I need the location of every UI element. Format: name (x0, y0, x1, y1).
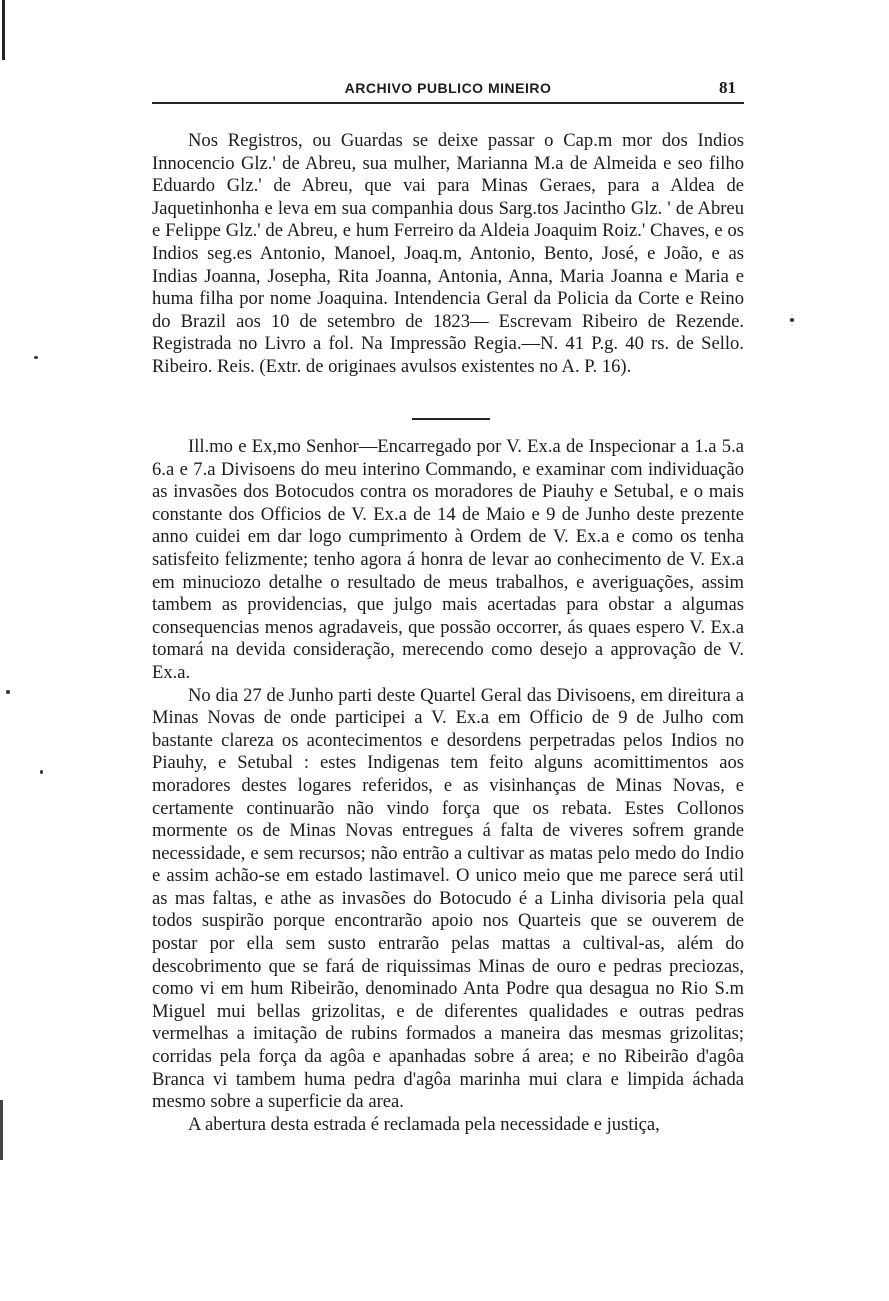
print-speck (34, 356, 38, 359)
page-number: 81 (719, 78, 736, 97)
section-divider (412, 418, 490, 420)
print-speck (40, 770, 43, 774)
registry-entry (152, 130, 744, 379)
binding-edge-mark (2, 0, 5, 60)
paragraph: No dia 27 de Junho parti deste Quartel Geral das Divisoens, em direitura a Minas Novas de onde participei a V. Ex.a em Officio de 9 de Julho com bastante clareza os acontecimentos e desordens perpetradas pelos Indios no Piauhy, e Setubal : estes Indigenas tem feito alguns acomittimentos aos moradores destes logares referidos, e as visinhanças de Minas Novas, e certamente continuarão não vindo força que os rebata. Estes Collonos mormente os de Minas Novas entregues á falta de viveres sofrem grande necessidade, e sem recursos; não entrão a cultivar as matas pelo medo do Indio e assim achão-se em estado lastimavel. O unico meio que me parece será util as mas faltas, e athe as invasões do Botocudo é a Linha divisoria pela qual todos suspirão porque encontrarão apoio nos Quarteis que se ouverem de postar por ella sem susto entrarão pelas mattas a cultival-as, além do descobrimento que se fará de riquissimas Minas de ouro e pedras preciozas, como vi em hum Ribeirão, denominado Anta Podre qua desagua no Rio S.m Miguel mui bellas grizolitas, e de diferentes qualidades e outras pedras vermelhas a imitação de rubins formados a maneira das mesmas grizolitas; corridas pela força da agôa e apanhadas sobre á area; e no Ribeirão d'agôa Branca vi tambem huma pedra d'agôa marinha mui clara e limpida áchada mesmo sobre a superficie da area. (152, 684, 744, 1113)
paragraph: Nos Registros, ou Guardas se deixe passar o Cap.m mor dos Indios Innocencio Glz.' de Abreu, sua mulher, Marianna M.a de Almeida e seo filho Eduardo Glz.' de Abreu, que vai para Minas Geraes, para a Aldea de Jaquetinhonha e leva em sua companhia dous Sarg.tos Jacintho Glz. ' de Abreu e Felippe Glz.' de Abreu, e hum Ferreiro da Aldeia Joaquim Roiz.' Chaves, e os Indios seg.es Antonio, Manoel, Joaq.m, Antonio, Bento, José, e João, e as Indias Joanna, Josepha, Rita Joanna, Antonia, Anna, Maria Joanna e Maria e huma filha por nome Joaquina. Intendencia Geral da Policia da Corte e Reino do Brazil aos 10 de setembro de 1823— Escrevam Ribeiro de Rezende. Registrada no Livro a fol. Na Impressão Regia.—N. 41 P.g. 40 rs. de Sello. Ribeiro. Reis. (Extr. de originaes avulsos existentes no A. P. 16). (152, 130, 744, 377)
print-speck (6, 690, 10, 694)
paragraph: A abertura desta estrada é reclamada pela necessidade e justiça, (188, 1113, 660, 1135)
running-title: ARCHIVO PUBLICO MINEIRO (344, 80, 552, 96)
running-header (152, 78, 744, 104)
letter-body (152, 436, 744, 1136)
paragraph: Ill.mo e Ex,mo Senhor—Encarregado por V. Ex.a de Inspecionar a 1.a 5.a 6.a e 7.a Divisoens do meu interino Commando, e examinar com individuação as invasões dos Botocudos contra os moradores de Piauhy e Setubal, e o mais constante dos Officios de V. Ex.a de 14 de Maio e 9 de Junho deste prezente anno cuidei em dar logo cumprimento à Ordem de V. Ex.a e como os tenha satisfeito felizmente; tenho agora á honra de levar ao conhecimento de V. Ex.a em minuciozo detalhe o resultado de meus trabalhos, e averiguações, assim tambem as providencias, que julgo mais acertadas para obstar a algumas consequencias menos agradaveis, que possão occorrer, ás quaes espero V. Ex.a tomará na devida consideração, merecendo como desejo a approvação de V. Ex.a. (152, 436, 744, 683)
binding-edge-mark (0, 1100, 3, 1160)
print-speck (790, 318, 794, 322)
